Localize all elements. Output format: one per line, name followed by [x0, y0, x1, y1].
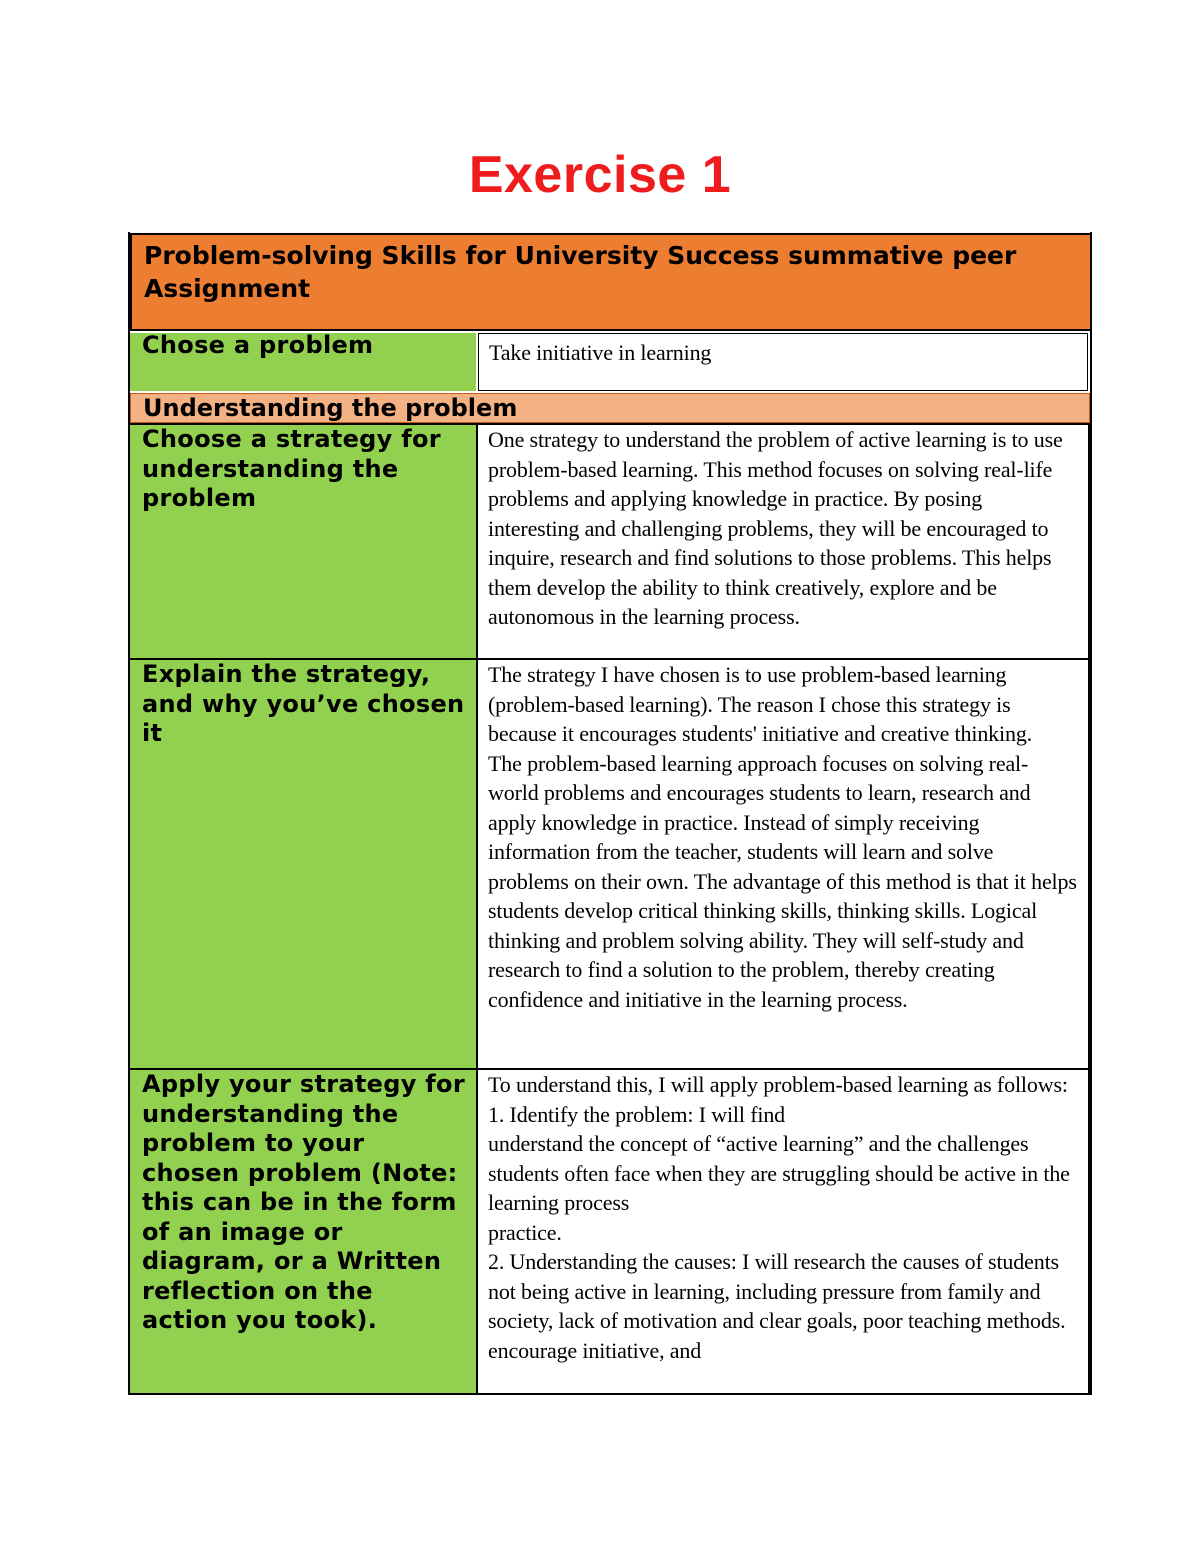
apply-line-3: understand the concept of “active learning” and the challenges students often face when they are struggling should be active in the learning process — [488, 1131, 1070, 1215]
strategy-value: One strategy to understand the problem of active learning is to use problem-based learning. This method focuses on solving real-life problems and applying knowledge in practice. By posing interesting and challenging problems, they will be encouraged to inquire, research and find solutions to those problems. This helps them develop the ability to think creatively, explore and be autonomous in the learning process. — [488, 427, 1063, 629]
problem-label-cell — [130, 333, 476, 391]
page-title: Exercise 1 — [468, 146, 732, 204]
strategy-label-cell — [130, 425, 476, 658]
apply-line-5: 2. Understanding the causes: I will research the causes of students not being active in learning, including pressure from family and society, lack of motivation and clear goals, poor teaching methods. encourage initiative, and — [488, 1249, 1066, 1363]
strategy-label: Choose a strategy for understanding the problem — [142, 425, 441, 512]
problem-value: Take initiative in learning — [489, 340, 712, 365]
explain-label: Explain the strategy, and why you’ve chosen it — [142, 660, 465, 747]
explain-label-cell — [130, 660, 476, 1068]
problem-label: Chose a problem — [142, 333, 374, 359]
right-border — [1088, 425, 1090, 1393]
explain-paragraph-2: The problem-based learning approach focuses on solving real-world problems and encourages students to learn, research and apply knowledge in practice. Instead of simply receiving information from the teacher, students will learn and solve problems on their own. The advantage of this method is that it helps students develop critical thinking skills, thinking skills. Logical thinking and problem solving ability. They will self-study and research to find a solution to the problem, thereby creating confidence and initiative in the learning process. — [488, 750, 1077, 1012]
explain-value-cell — [478, 660, 1088, 1068]
strategy-value-cell — [478, 425, 1088, 658]
apply-value-cell — [478, 1070, 1088, 1393]
table-header-text: Problem-solving Skills for University Success summative peer Assignment — [144, 241, 1017, 303]
problem-value-cell — [478, 333, 1088, 391]
explain-paragraph-1: The strategy I have chosen is to use problem-based learning (problem-based learning). The reason I chose this strategy is because it encourages students' initiative and creative thinking. — [488, 662, 1033, 746]
apply-line-4: practice. — [488, 1219, 562, 1245]
apply-label-cell — [130, 1070, 476, 1393]
column-divider — [476, 425, 478, 1393]
table-header — [130, 233, 1092, 331]
apply-line-2: 1. Identify the problem: I will find — [488, 1101, 786, 1127]
section-label: Understanding the problem — [143, 394, 518, 422]
section-understanding — [130, 393, 1090, 423]
apply-line-1: To understand this, I will apply problem-based learning as follows: — [488, 1072, 1068, 1097]
apply-label: Apply your strategy for understanding the problem to your chosen problem (Note: this can be in the form of an image or diagram, or a Written reflection on the action you took). — [142, 1070, 465, 1334]
